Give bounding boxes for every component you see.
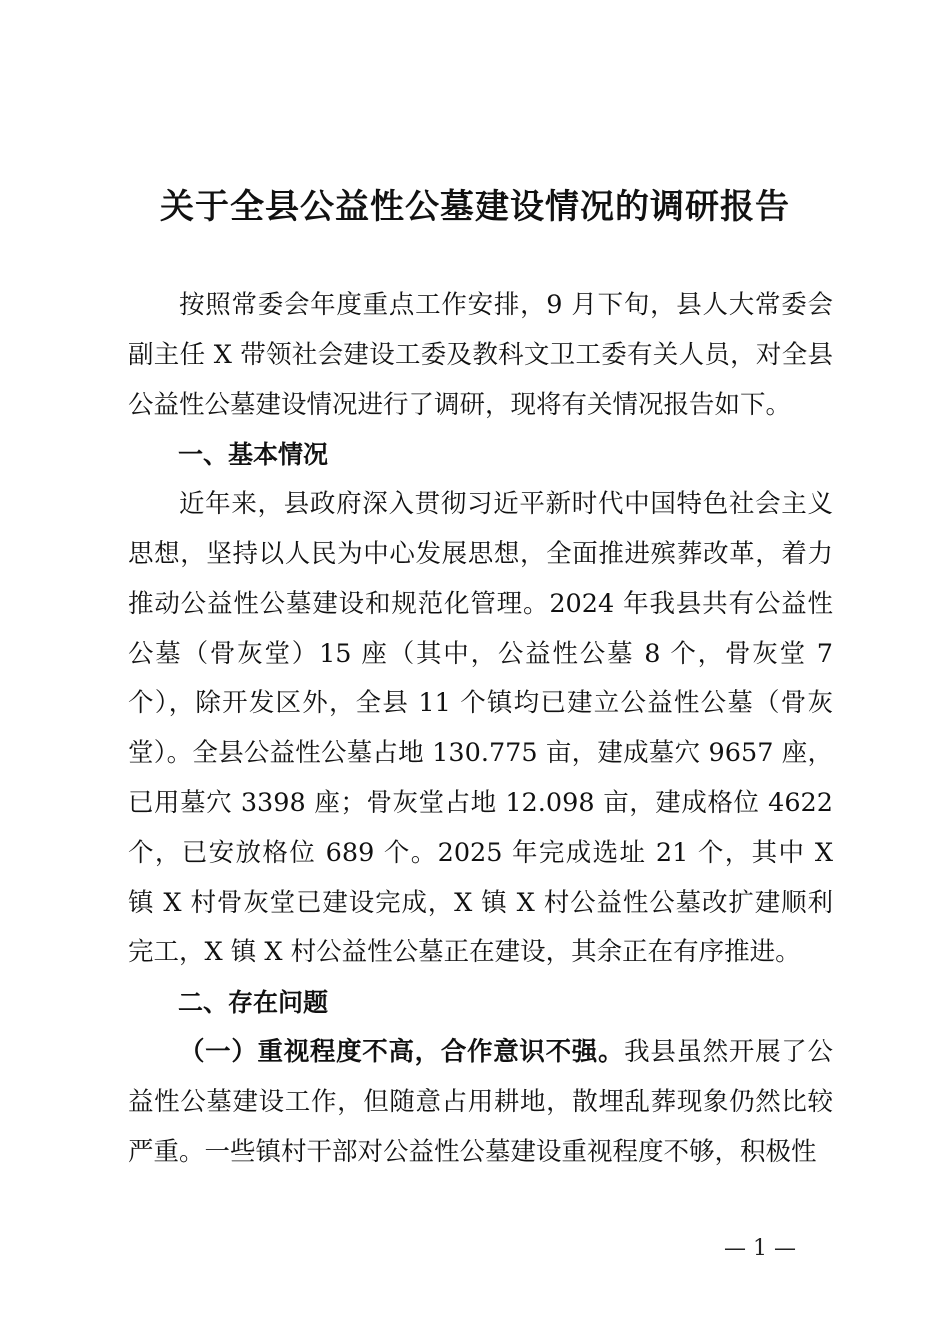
section-heading-existing-problems: 二、存在问题 [178, 988, 329, 1018]
problem-1-text: 我县虽然开展了公益性公墓建设工作，但随意占用耕地，散埋乱葬现象仍然比较严重。一些镇村干部对公益性公墓建设重视程度不够，积极性 [128, 1036, 833, 1167]
intro-paragraph: 按照常委会年度重点工作安排，9 月下旬，县人大常委会副主任 X 带领社会建设工委及教科文卫工委有关人员，对全县公益性公墓建设情况进行了调研，现将有关情况报告如下。 [128, 290, 833, 420]
document-body [128, 281, 833, 1177]
document-title: 关于全县公益性公墓建设情况的调研报告 [160, 187, 790, 227]
section-heading-basic-situation: 一、基本情况 [178, 440, 329, 470]
basic-situation-paragraph: 近年来，县政府深入贯彻习近平新时代中国特色社会主义思想，坚持以人民为中心发展思想，全面推进殡葬改革，着力推动公益性公墓建设和规范化管理。2024 年我县共有公益性公墓（骨灰堂）15 座（其中，公益性公墓 8 个，骨灰堂 7 个），除开发区外，全县 11 个镇均已建立公益性公墓（骨灰堂）。全县公益性公墓占地 130.775 亩，建成墓穴 9657 座，已用墓穴 3398 座；骨灰堂占地 12.098 亩，建成格位 4622 个，已安放格位 689 个。2025 年完成选址 21 个，其中 X 镇 X 村骨灰堂已建设完成，X 镇 X 村公益性公墓改扩建顺利完工，X 镇 X 村公益性公墓正在建设，其余正在有序推进。 [128, 489, 833, 968]
problem-1-paragraph [128, 1028, 833, 1177]
problem-1-lead: （一）重视程度不高，合作意识不强。 [179, 1036, 625, 1067]
page-number: — 1 — [724, 1236, 796, 1261]
